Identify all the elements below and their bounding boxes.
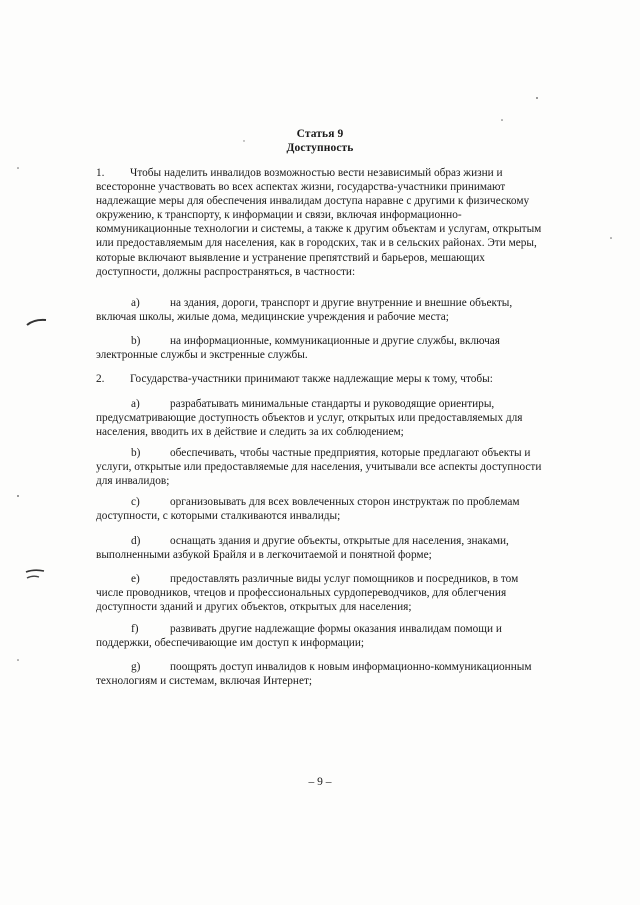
paragraph-2f-text: развивать другие надлежащие формы оказания инвалидам помощи и поддержки, обеспечивающие им доступ к информации; (96, 623, 502, 650)
article-subtitle: Доступность (286, 142, 354, 154)
paragraph-2a (96, 397, 548, 439)
paragraph-1b (96, 334, 548, 362)
paragraph-2g-label: g) (131, 661, 141, 673)
paragraph-2e-text: предоставлять различные виды услуг помощников и посредников, в том числе проводников, чтецов и профессиональных сурдопереводчиков, для облегчения доступности зданий и других объектов, открытых для населения; (96, 573, 519, 614)
paragraph-2 (96, 372, 548, 386)
paragraph-2a-text: разрабатывать минимальные стандарты и руководящие ориентиры, предусматривающие доступность объектов и услуг, открытых или предоставляемых для населения, вводить их в действие и следить за их соблюдением; (96, 398, 523, 439)
paragraph-1a (96, 296, 548, 324)
paragraph-1a-text: на здания, дороги, транспорт и другие внутренние и внешние объекты, включая школы, жилые дома, медицинские учреждения и рабочие места; (96, 297, 513, 324)
paragraph-2c-text: организовывать для всех вовлеченных сторон инструктаж по проблемам доступности, с которыми сталкиваются инвалиды; (96, 496, 520, 523)
paragraph-2g (96, 660, 548, 688)
paragraph-2g-text: поощрять доступ инвалидов к новым информационно-коммуникационным технологиям и системам, включая Интернет; (96, 661, 532, 688)
paragraph-2f-label: f) (131, 623, 139, 635)
paragraph-1-number: 1. (96, 167, 105, 179)
paragraph-2b-label: b) (131, 447, 141, 459)
paragraph-2e (96, 572, 548, 614)
paragraph-1b-label: b) (131, 335, 141, 347)
paragraph-2f (96, 622, 548, 650)
paragraph-2d (96, 534, 548, 562)
paragraph-1b-text: на информационные, коммуникационные и другие службы, включая электронные службы и экстренные службы. (96, 335, 501, 362)
paragraph-2a-label: a) (131, 398, 140, 410)
paragraph-2c-label: c) (131, 496, 140, 508)
paragraph-2d-label: d) (131, 535, 141, 547)
paragraph-2d-text: оснащать здания и другие объекты, открытые для населения, знаками, выполненными азбукой Брайля и в легкочитаемой и понятной форме; (96, 535, 509, 562)
article-title: Статья 9 (296, 128, 344, 140)
paragraph-2b-text: обеспечивать, чтобы частные предприятия, которые предлагают объекты и услуги, открытые или предоставляемые для населения, учитывали все аспекты доступности для инвалидов; (96, 447, 542, 488)
paragraph-2-number: 2. (96, 373, 105, 385)
paragraph-1a-label: a) (131, 297, 140, 309)
paragraph-1 (96, 166, 548, 279)
paragraph-2c (96, 495, 548, 523)
paragraph-2-text: Государства-участники принимают также надлежащие меры к тому, чтобы: (130, 373, 493, 385)
paragraph-1-text: Чтобы наделить инвалидов возможностью вести независимый образ жизни и всесторонне участвовать во всех аспектах жизни, государства-участники принимают надлежащие меры для обеспечения инвалидам доступа наравне с другими к физическому окружению, к транспорту, к информации и связи, включая информационно-коммуникационные технологии и системы, а также к другим объектам и услугам, открытым или предоставляемым для населения, как в городских, так и в сельских районах. Эти меры, которые включают выявление и устранение препятствий и барьеров, мешающих доступности, должны распространяться, в частности: (96, 167, 542, 278)
paragraph-2b (96, 446, 548, 488)
paragraph-2e-label: e) (131, 573, 140, 585)
page-number: – 9 – (308, 776, 332, 788)
